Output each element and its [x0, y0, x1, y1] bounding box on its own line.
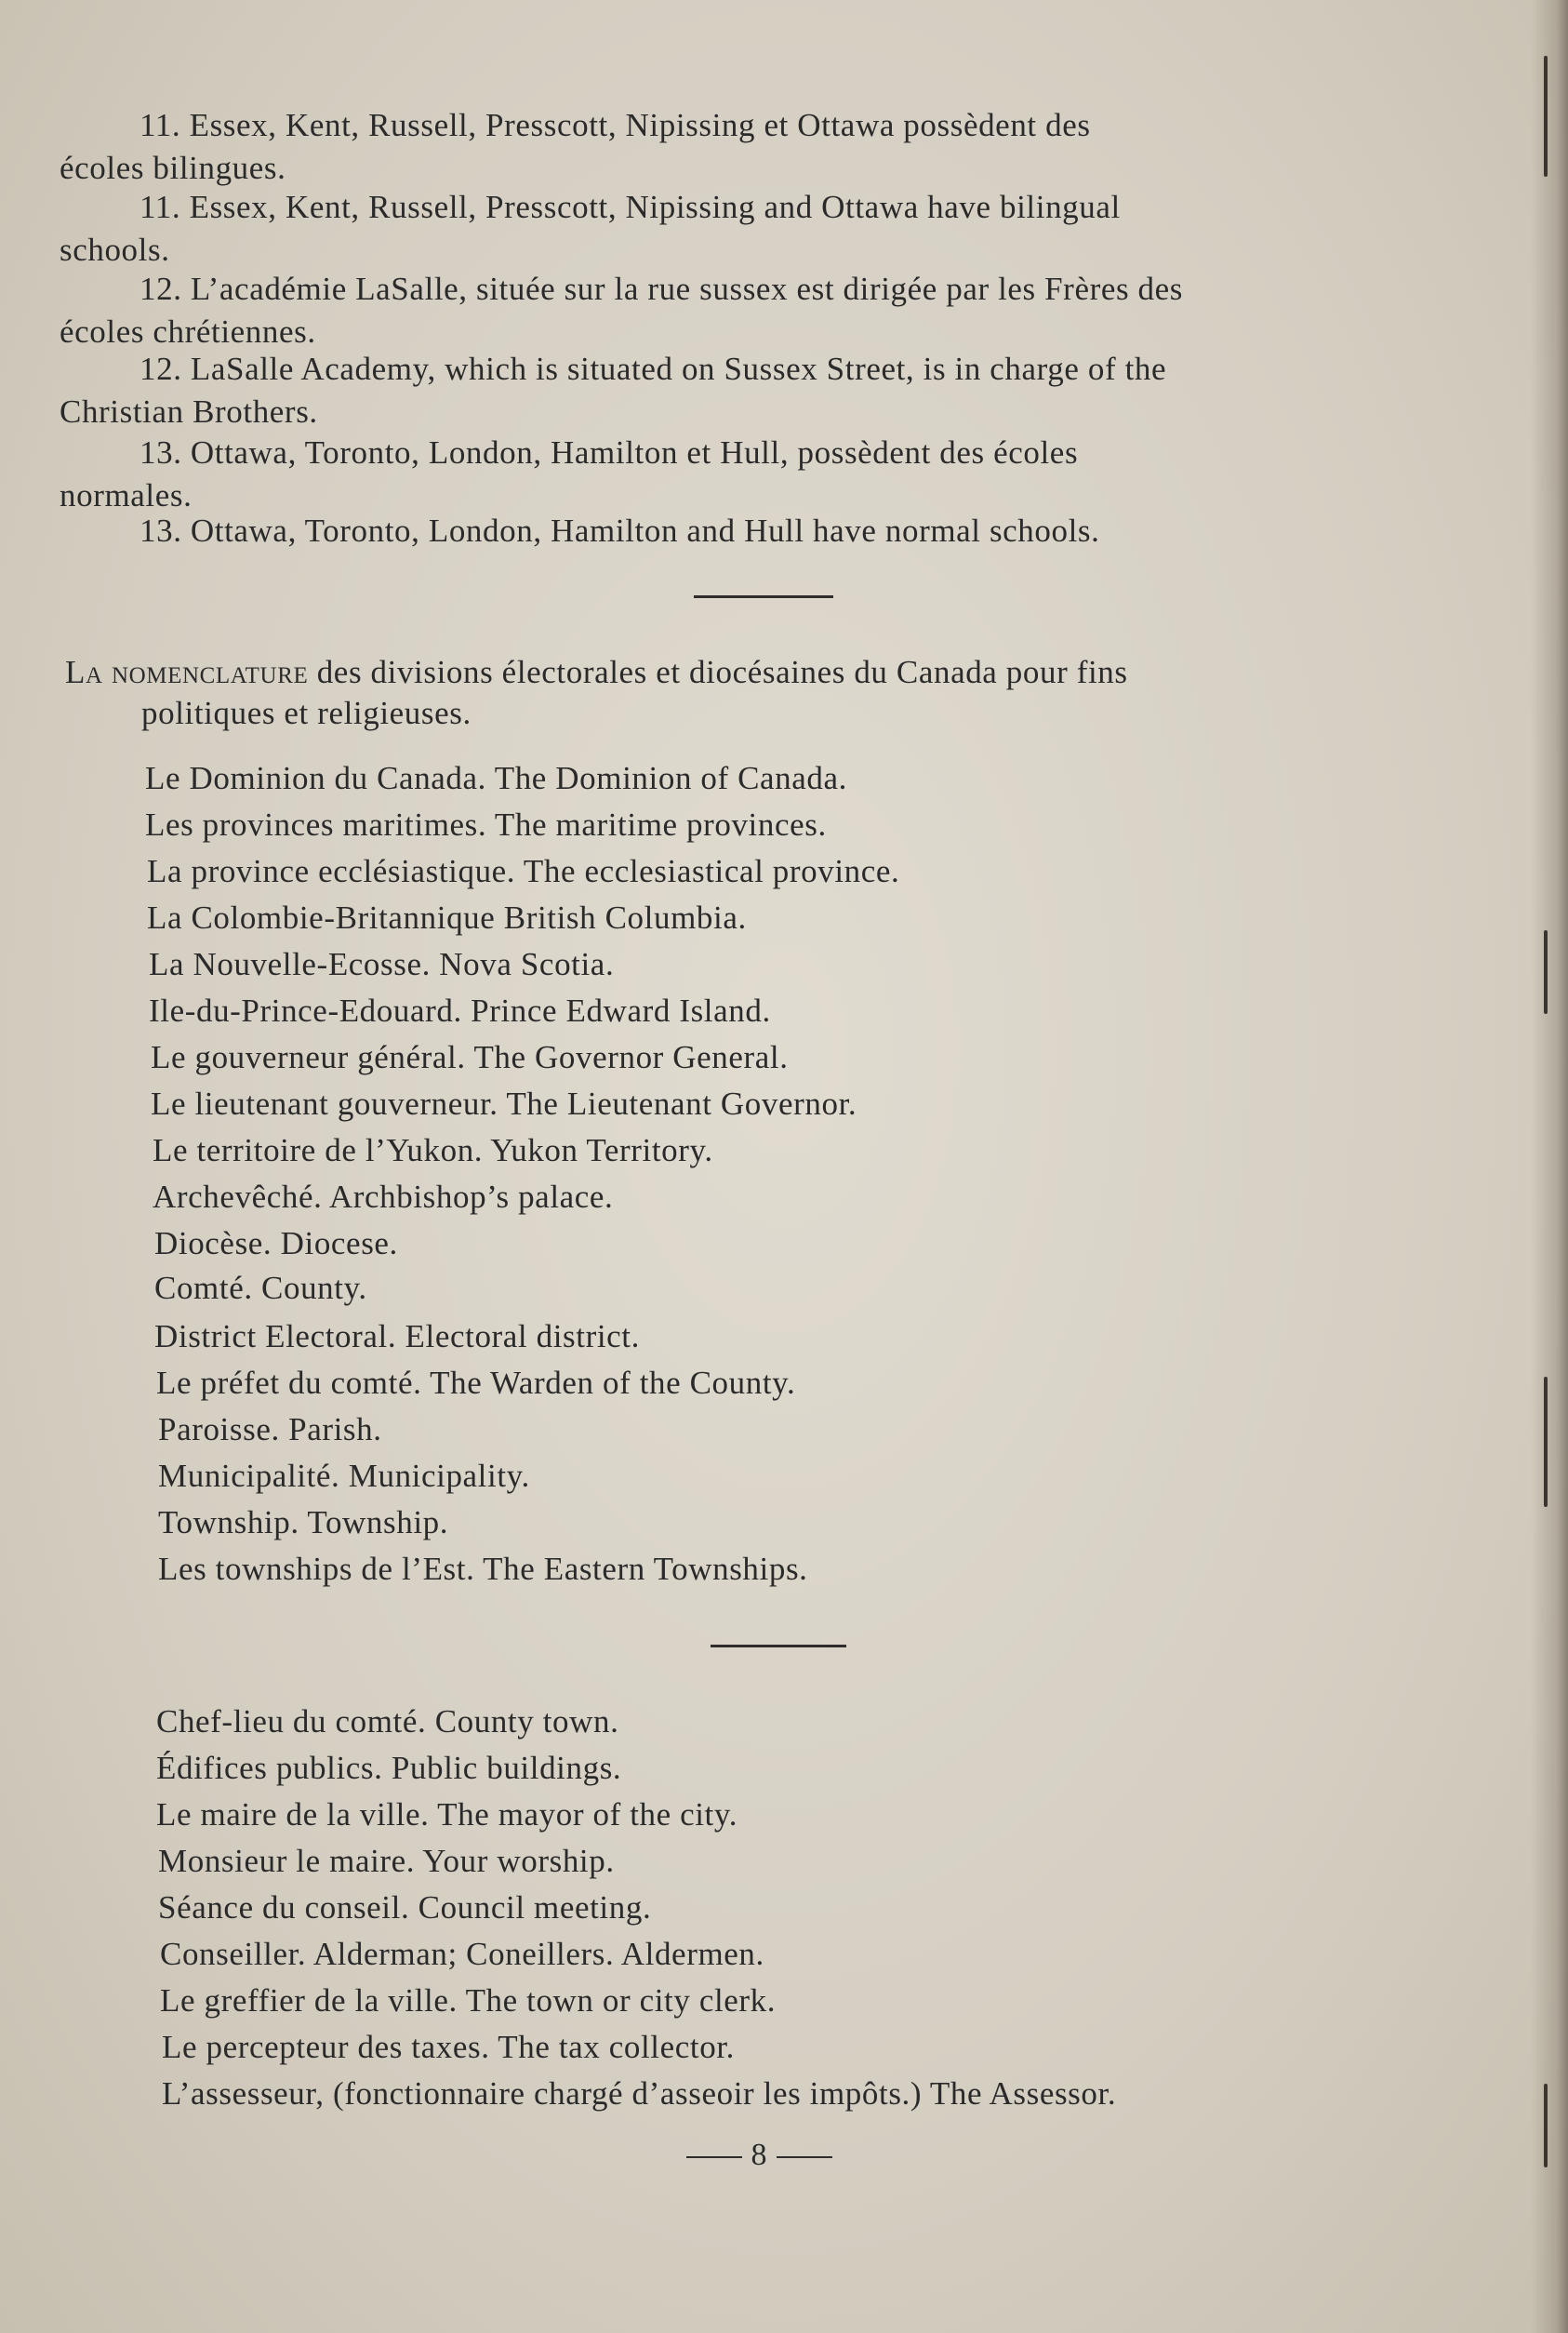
glossary-entry: La Nouvelle-Ecosse. Nova Scotia.: [149, 946, 615, 982]
footer-dash-left: [686, 2156, 742, 2158]
footer-dash-right: [777, 2156, 832, 2158]
binding-mark: [1544, 1377, 1548, 1507]
glossary-entry: Le Dominion du Canada. The Dominion of Canada.: [145, 760, 847, 796]
paragraph-12-en: 12. LaSalle Academy, which is situated on Sussex Street, is in charge of the Christian Brothers.: [60, 351, 1167, 430]
nomenclature-heading: La nomenclature des divisions électorales et diocésaines du Canada pour fins: [65, 654, 1128, 690]
glossary-entry: Municipalité. Municipality.: [158, 1458, 530, 1494]
glossary-entry: Les provinces maritimes. The maritime provinces.: [145, 807, 827, 843]
glossary-entry: Le gouverneur général. The Governor General.: [151, 1039, 789, 1075]
glossary-entry: Chef-lieu du comté. County town.: [156, 1703, 619, 1740]
glossary-entry: District Electoral. Electoral district.: [154, 1318, 640, 1354]
paragraph-11-en: 11. Essex, Kent, Russell, Presscott, Nipissing and Ottawa have bilingual schools.: [60, 189, 1121, 268]
glossary-entry: Township. Township.: [158, 1504, 449, 1540]
glossary-entry: Le territoire de l’Yukon. Yukon Territory.: [153, 1132, 713, 1168]
section-divider: [711, 1645, 846, 1647]
paragraph-13-en: 13. Ottawa, Toronto, London, Hamilton and Hull have normal schools.: [140, 513, 1100, 549]
binding-mark: [1544, 2084, 1548, 2167]
page-binding-edge: [1531, 0, 1568, 2333]
glossary-entry: Archevêché. Archbishop’s palace.: [153, 1179, 614, 1215]
glossary-entry: Le percepteur des taxes. The tax collector.: [162, 2029, 735, 2065]
glossary-entry: Le lieutenant gouverneur. The Lieutenant Governor.: [151, 1086, 857, 1122]
glossary-entry: Le greffier de la ville. The town or city clerk.: [160, 1982, 777, 2019]
binding-mark: [1544, 56, 1548, 177]
paragraph-11-fr: 11. Essex, Kent, Russell, Presscott, Nipissing et Ottawa possèdent des écoles bilingues.: [60, 107, 1091, 186]
glossary-entry: Séance du conseil. Council meeting.: [158, 1889, 652, 1926]
glossary-entry: Ile-du-Prince-Edouard. Prince Edward Island.: [149, 993, 771, 1029]
glossary-entry: Monsieur le maire. Your worship.: [158, 1843, 615, 1879]
glossary-entry: Édifices publics. Public buildings.: [156, 1750, 622, 1786]
paragraph-13-fr: 13. Ottawa, Toronto, London, Hamilton et Hull, possèdent des écoles normales.: [60, 434, 1079, 513]
glossary-entry: L’assesseur, (fonctionnaire chargé d’asseoir les impôts.) The Assessor.: [162, 2075, 1117, 2112]
glossary-entry: Comté. County.: [154, 1270, 367, 1306]
glossary-entry: La province ecclésiastique. The ecclesiastical province.: [147, 853, 900, 889]
paragraph-12-fr: 12. L’académie LaSalle, située sur la rue sussex est dirigée par les Frères des écoles chrétiennes.: [60, 271, 1183, 350]
glossary-entry: Les townships de l’Est. The Eastern Townships.: [158, 1551, 808, 1587]
section-divider: [694, 595, 833, 598]
glossary-entry: Paroisse. Parish.: [158, 1411, 382, 1447]
glossary-entry: Le maire de la ville. The mayor of the city.: [156, 1796, 738, 1833]
glossary-entry: Le préfet du comté. The Warden of the County.: [156, 1365, 796, 1401]
binding-mark: [1544, 930, 1548, 1014]
nomenclature-heading-cont: politiques et religieuses.: [141, 695, 472, 731]
glossary-entry: La Colombie-Britannique British Columbia.: [147, 900, 747, 936]
page-number: [686, 2138, 832, 2173]
glossary-entry: Conseiller. Alderman; Coneillers. Aldermen.: [160, 1936, 764, 1972]
glossary-entry: Diocèse. Diocese.: [154, 1225, 398, 1261]
page-number-text: 8: [751, 2138, 768, 2172]
